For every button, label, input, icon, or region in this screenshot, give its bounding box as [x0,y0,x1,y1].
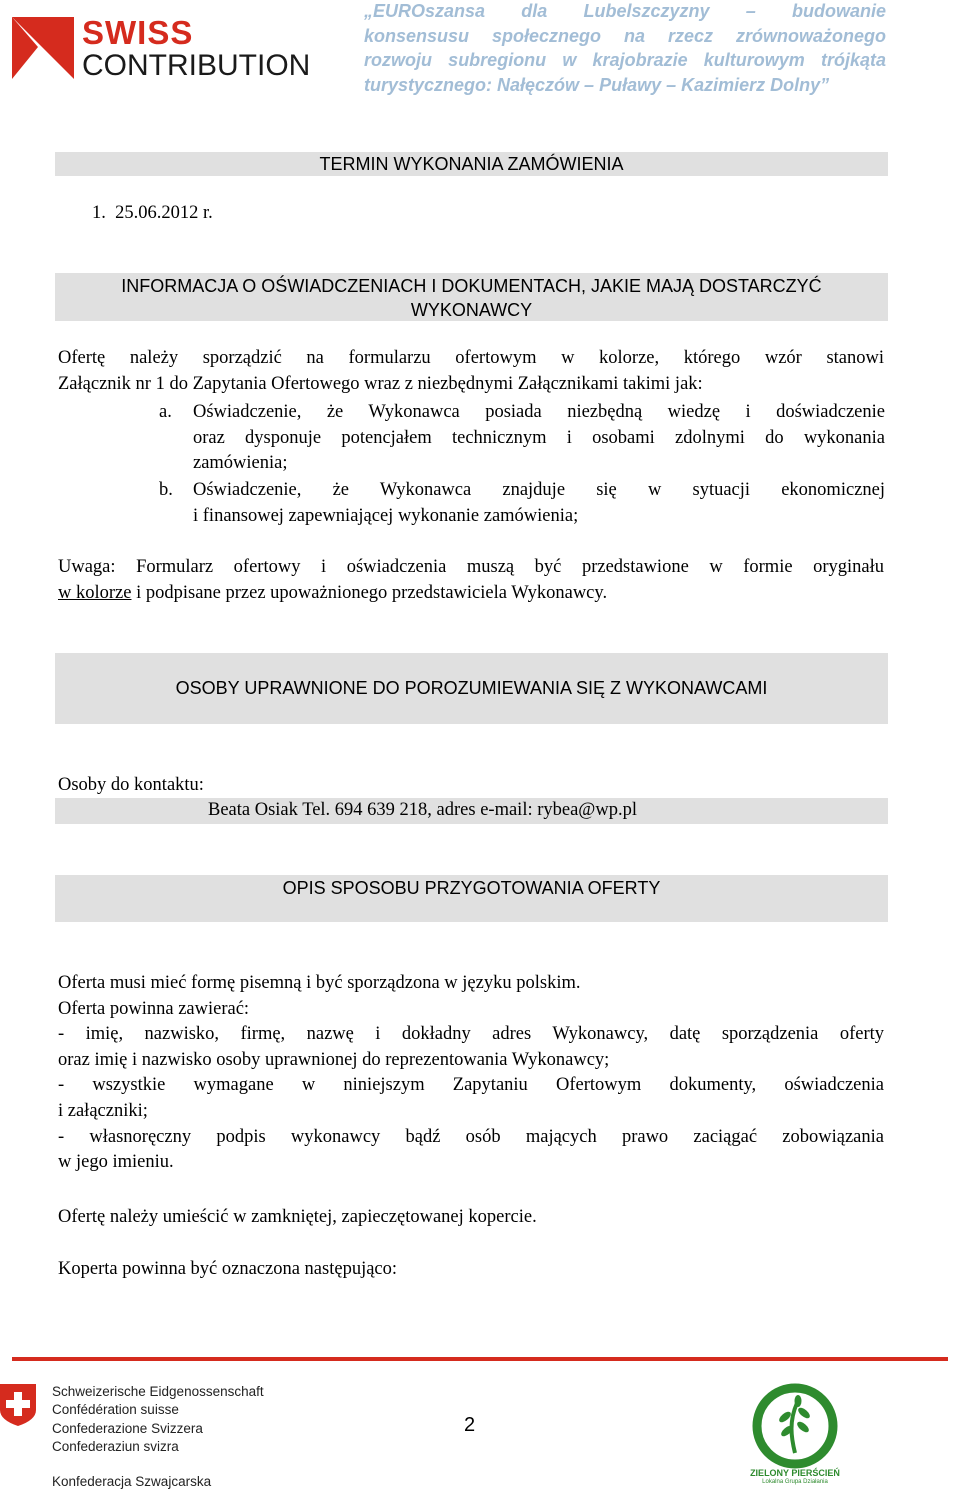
osoby-heading-band [55,653,888,724]
opis-heading: OPIS SPOSOBU PRZYGOTOWANIA OFERTY [282,878,661,898]
informacja-intro [58,346,884,397]
list-item-a [159,400,885,477]
koperta-note: Ofertę należy umieścić w zamkniętej, zapieczętowanej kopercie. [58,1207,537,1227]
informacja-heading-line: INFORMACJA O OŚWIADCZENIACH I DOKUMENTACH, JAKIE MAJĄ DOSTARCZYĆ [121,276,822,296]
item-a-line: zamówienia; [193,453,288,474]
uwaga-line-rest: i podpisane przez upoważnionego przedstawiciela Wykonawcy. [131,582,608,603]
swiss-cross-icon [0,1384,36,1426]
confederation-names [52,1383,264,1456]
zielony-pierscien-ring-icon [745,1383,845,1469]
opis-line: - imię, nazwisko, firmę, nazwę i dokładny adres Wykonawcy, datę sporządzenia oferty [58,1024,884,1045]
opis-line: oraz imię i nazwisko osoby uprawnionej do reprezentowania Wykonawcy; [58,1049,610,1070]
partner-name: ZIELONY PIERŚCIEŃ [750,1468,840,1478]
uwaga-emphasis: w kolorze [58,582,132,603]
opis-line: - własnoręczny podpis wykonawcy bądź osób mających prawo zaciągać zobowiązania [58,1126,884,1147]
opis-line: Oferta musi mieć formę pisemną i być sporządzona w języku polskim. [58,973,581,993]
logo-line-swiss: SWISS [82,14,194,51]
contact-value-band [55,798,888,824]
page-number: 2 [464,1414,476,1436]
item-a-line: Oświadczenie, że Wykonawca posiada niezbędną wiedzę i doświadczenie [193,402,885,422]
opis-line: i załączniki; [58,1100,148,1121]
confederation-line: Confederaziun svizra [52,1438,179,1454]
confederation-line: Confédération suisse [52,1402,179,1418]
swiss-contribution-mark-icon [12,17,74,79]
item-b-line: Oświadczenie, że Wykonawca znajduje się w sytuacji ekonomicznej [193,480,885,500]
opis-line: w jego imieniu. [58,1152,174,1173]
opis-body [58,971,884,1176]
project-title-line: „EUROszansa dla Lubelszczyzny – budowanie [364,1,886,21]
opis-line: Oferta powinna zawierać: [58,998,250,1019]
osoby-heading: OSOBY UPRAWNIONE DO POROZUMIEWANIA SIĘ Z WYKONAWCAMI [175,678,768,698]
uwaga-note [58,555,884,606]
uwaga-line [58,581,884,607]
intro-line: Załącznik nr 1 do Zapytania Ofertowego wraz z niezbędnymi Załącznikami takimi jak: [58,373,703,394]
termin-heading: TERMIN WYKONANIA ZAMÓWIENIA [319,154,624,174]
zielony-pierscien-logo [745,1383,845,1489]
uwaga-line: Uwaga: Formularz ofertowy i oświadczenia muszą być przedstawione w formie oryginału [58,557,884,577]
contact-value: Beata Osiak Tel. 694 639 218, adres e-mail: rybea@wp.pl [208,800,637,820]
list-marker-a: a. [159,402,172,422]
opis-heading-band [55,875,888,922]
project-title-line: rozwoju subregionu w krajobrazie kulturowym trójkąta [364,50,886,70]
list-item-b [159,478,885,529]
confederation-line: Schweizerische Eidgenossenschaft [52,1384,264,1399]
footer-rule [12,1357,948,1361]
project-title [364,0,886,97]
confederation-line: Confederazione Svizzera [52,1420,203,1436]
item-a-line: oraz dysponuje potencjałem technicznym i osobami zdolnymi do wykonania [193,427,885,448]
intro-line: Ofertę należy sporządzić na formularzu ofertowym w kolorze, którego wzór stanowi [58,348,884,368]
confederation-pl: Konfederacja Szwajcarska [52,1474,212,1489]
termin-date: 1. 25.06.2012 r. [92,203,213,223]
informacja-heading-line: WYKONAWCY [410,300,533,320]
swiss-contribution-logo [12,14,311,82]
logo-line-contribution: CONTRIBUTION [82,49,311,82]
project-title-line: konsensusu społecznego na rzecz zrównoważonego [364,25,886,46]
contact-label: Osoby do kontaktu: [58,775,204,795]
list-marker-b: b. [159,480,173,500]
informacja-heading-band [55,273,888,321]
project-title-line: turystycznego: Nałęczów – Puławy – Kazimierz Dolny” [364,74,830,95]
partner-sub: Lokalna Grupa Działania [762,1479,828,1485]
termin-heading-band [55,152,888,176]
opis-line: - wszystkie wymagane w niniejszym Zapytaniu Ofertowym dokumenty, oświadczenia [58,1075,884,1096]
koperta-label: Koperta powinna być oznaczona następująco: [58,1259,398,1279]
item-b-line: i finansowej zapewniającej wykonanie zamówienia; [193,505,579,526]
